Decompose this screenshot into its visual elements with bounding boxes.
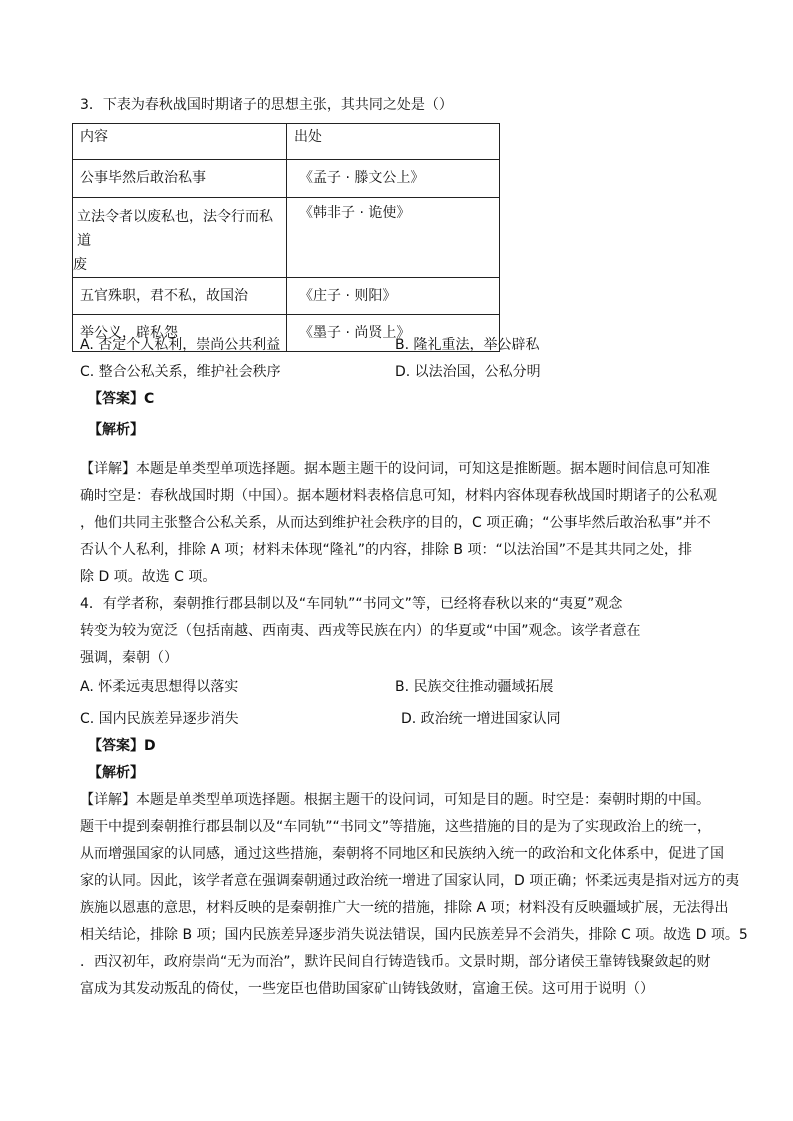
detail-line: 家的认同。因此，该学者意在强调秦朝通过政治统一增进了国家认同，D 项正确；怀柔远夷是指对远方的夷	[80, 873, 740, 889]
q3-analysis-label: 【解析】	[88, 422, 144, 438]
table-cell-content: 五官殊职，君不私，故国治	[80, 288, 248, 304]
detail-line: ．西汉初年，政府崇尚“无为而治”，默许民间自行铸造钱币。文景时期，部分诸侯王靠铸钱聚敛起的财	[80, 954, 711, 970]
q3-stem: 3．下表为春秋战国时期诸子的思想主张，其共同之处是（）	[80, 97, 453, 113]
detail-line: 富成为其发动叛乱的倚仗，一些宠臣也借助国家矿山铸钱敛财，富逾王侯。这可用于说明（）	[80, 981, 654, 997]
q3-option-c: C. 整合公私关系，维护社会秩序	[80, 364, 281, 380]
detail-line: 从而增强国家的认同感，通过这些措施，秦朝将不同地区和民族纳入统一的政治和文化体系中，促进了国	[80, 846, 724, 862]
table-cell-content: 举公义，辟私怨	[80, 325, 178, 341]
detail-line: 确时空是：春秋战国时期（中国）。据本题材料表格信息可知，材料内容体现春秋战国时期诸子的公私观	[80, 488, 717, 504]
q3-detail	[80, 456, 717, 591]
detail-line: ，他们共同主张整合公私关系，从而达到维护社会秩序的目的，C 项正确；“公事毕然后敢治私事”并不	[80, 515, 711, 531]
table-row	[73, 198, 500, 278]
q4-analysis-label: 【解析】	[88, 765, 144, 781]
q3-option-a: A. 否定个人私利，崇尚公共利益	[80, 337, 281, 353]
table-cell-source: 《孟子 · 滕文公上》	[299, 170, 425, 186]
q4-option-a: A. 怀柔远夷思想得以落实	[80, 679, 239, 695]
q3-option-b: B. 隆礼重法，举公辟私	[395, 337, 540, 353]
q3-option-d: D. 以法治国，公私分明	[395, 364, 541, 380]
stem-line: 转变为较为宽泛（包括南越、西南夷、西戎等民族在内）的华夏或“中国”观念。该学者意在	[80, 623, 641, 639]
table-cell-line: 立法令者以废私也，法令行而私道	[77, 209, 273, 249]
answer-value: C	[144, 391, 155, 407]
table-row	[73, 160, 500, 198]
detail-line: 否认个人私利，排除 A 项；材料未体现“隆礼”的内容，排除 B 项：“以法治国”不是其共同之处，排	[80, 542, 692, 558]
table-row	[73, 278, 500, 315]
answer-label: 【答案】	[88, 738, 144, 754]
q3-table	[72, 123, 500, 352]
q4-detail	[80, 787, 748, 1003]
table-cell-source: 《韩非子 · 诡使》	[299, 205, 411, 221]
q4-stem	[80, 591, 641, 672]
q4-option-b: B. 民族交往推动疆域拓展	[395, 679, 554, 695]
table-header-row	[73, 124, 500, 160]
detail-line: 相关结论，排除 B 项；国内民族差异逐步消失说法错误，国内民族差异不会消失，排除 C 项。故选 D 项。5	[80, 927, 748, 943]
answer-label: 【答案】	[88, 391, 144, 407]
detail-line: 族施以恩惠的意思，材料反映的是秦朝推广大一统的措施，排除 A 项；材料没有反映疆域扩展，无法得出	[80, 900, 729, 916]
detail-line: 【详解】本题是单类型单项选择题。根据主题干的设问词，可知是目的题。时空是：秦朝时期的中国。	[80, 792, 710, 808]
answer-value: D	[144, 738, 156, 754]
table-cell-wrap: 废	[73, 257, 87, 273]
table-cell-content: 公事毕然后敢治私事	[80, 170, 206, 186]
q4-answer	[88, 737, 156, 755]
stem-line: 4．有学者称，秦朝推行郡县制以及“车同轨”“书同文”等，已经将春秋以来的“夷夏”观念	[80, 596, 623, 612]
table-cell-content	[73, 198, 286, 277]
detail-line: 除 D 项。故选 C 项。	[80, 569, 217, 585]
q4-option-d: D. 政治统一增进国家认同	[401, 711, 561, 727]
table-header-source: 出处	[294, 129, 322, 145]
q3-answer	[88, 390, 154, 408]
q4-option-c: C. 国内民族差异逐步消失	[80, 711, 239, 727]
table-cell-source: 《庄子 · 则阳》	[299, 288, 397, 304]
detail-line: 题干中提到秦朝推行郡县制以及“车同轨”“书同文”等措施，这些措施的目的是为了实现政治上的统一，	[80, 819, 712, 835]
table-header-content: 内容	[80, 129, 108, 145]
stem-line: 强调，秦朝（）	[80, 650, 178, 666]
detail-line: 【详解】本题是单类型单项选择题。据本题主题干的设问词，可知这是推断题。据本题时间信息可知准	[80, 461, 710, 477]
table-cell-source: 《墨子 · 尚贤上》	[299, 325, 411, 341]
